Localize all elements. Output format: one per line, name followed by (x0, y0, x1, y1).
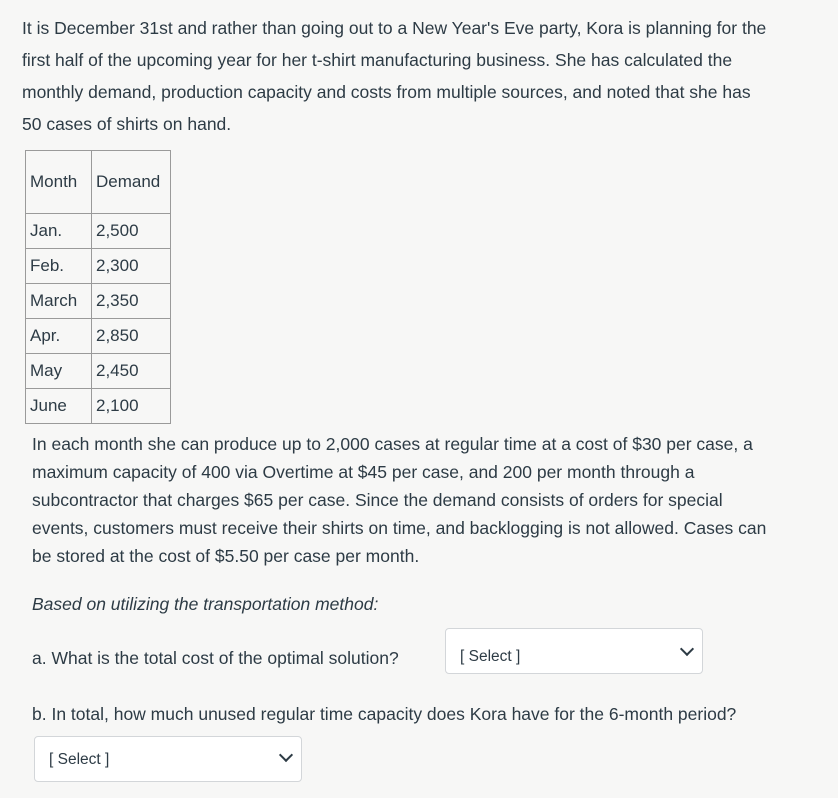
question-a-text: a. What is the total cost of the optimal solution? (32, 648, 399, 668)
table-row (26, 354, 171, 389)
question-a-select[interactable] (445, 628, 703, 674)
production-description (32, 430, 822, 570)
table-header-row (26, 151, 171, 214)
column-header-demand: Demand (92, 151, 171, 214)
intro-line: It is December 31st and rather than going out to a New Year's Eve party, Kora is planning for the (22, 18, 767, 38)
method-instruction: Based on utilizing the transportation method: (32, 594, 379, 614)
intro-line: first half of the upcoming year for her t-shirt manufacturing business. She has calculated the (22, 50, 733, 70)
table-row (26, 214, 171, 249)
demand-cell: 2,100 (92, 389, 171, 424)
demand-cell: 2,300 (92, 249, 171, 284)
question-b-select-value: [ Select ] (49, 751, 110, 768)
para-line: maximum capacity of 400 via Overtime at $45 per case, and 200 per month through a (32, 462, 695, 482)
para-line: subcontractor that charges $65 per case. Since the demand consists of orders for special (32, 490, 723, 510)
month-cell: Jan. (26, 214, 92, 249)
table-row (26, 284, 171, 319)
table-row (26, 319, 171, 354)
para-line: be stored at the cost of $5.50 per case per month. (32, 546, 420, 566)
month-cell: March (26, 284, 92, 319)
month-cell: Apr. (26, 319, 92, 354)
para-line: In each month she can produce up to 2,000 cases at regular time at a cost of $30 per case, a (32, 434, 753, 454)
month-cell: Feb. (26, 249, 92, 284)
chevron-down-icon (279, 748, 293, 762)
question-a-select-value: [ Select ] (460, 648, 521, 665)
demand-cell: 2,350 (92, 284, 171, 319)
intro-line: 50 cases of shirts on hand. (22, 114, 232, 134)
demand-cell: 2,450 (92, 354, 171, 389)
chevron-down-icon (680, 642, 694, 656)
table-row (26, 249, 171, 284)
demand-cell: 2,850 (92, 319, 171, 354)
para-line: events, customers must receive their shirts on time, and backlogging is not allowed. Cases can (32, 518, 767, 538)
table-row (26, 389, 171, 424)
problem-intro (22, 12, 830, 140)
demand-cell: 2,500 (92, 214, 171, 249)
month-cell: June (26, 389, 92, 424)
intro-line: monthly demand, production capacity and costs from multiple sources, and noted that she has (22, 82, 751, 102)
month-cell: May (26, 354, 92, 389)
question-b-text: b. In total, how much unused regular time capacity does Kora have for the 6-month period? (32, 704, 737, 724)
column-header-month: Month (26, 151, 92, 214)
question-b-select[interactable] (34, 736, 302, 782)
demand-table (25, 150, 171, 424)
